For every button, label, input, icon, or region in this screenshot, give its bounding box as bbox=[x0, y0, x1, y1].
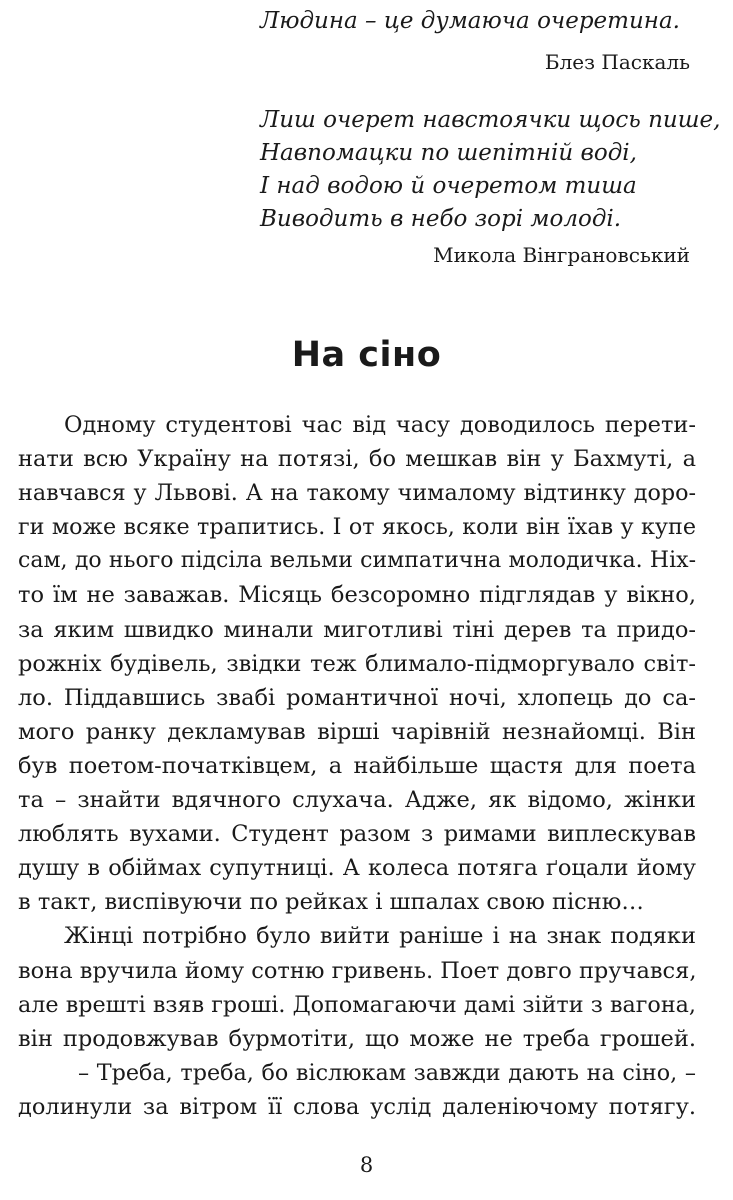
story-line: за яким швидко минали миготливі тіні дерев та придо- bbox=[18, 616, 696, 643]
poem-line: І над водою й очеретом тиша bbox=[260, 173, 637, 199]
poem-author: Микола Вінграновський bbox=[433, 243, 690, 267]
story-line: та – знайти вдячного слухача. Адже, як відомо, жінки bbox=[18, 787, 696, 814]
story-line: Одному студентові час від часу доводилось перети- bbox=[64, 412, 696, 438]
story-line: то їм не заважав. Місяць безсоромно підглядав у вікно, bbox=[18, 582, 696, 609]
story-line: але врешті взяв гроші. Допомагаючи дамі зійти з вагона, bbox=[18, 991, 696, 1018]
story-line: мого ранку декламував вірші чарівній незнайомці. Він bbox=[18, 718, 696, 745]
story-line: люблять вухами. Студент разом з римами виплескував bbox=[18, 821, 696, 848]
epigraph-quote: Людина – це думаюча очеретина. bbox=[260, 8, 680, 34]
story-line: долинули за вітром її слова услід даленіючому потягу. bbox=[18, 1093, 696, 1120]
epigraph-author: Блез Паскаль bbox=[544, 50, 690, 74]
poem-block bbox=[260, 104, 720, 236]
story-line: був поетом-початківцем, а найбільше щастя для поета bbox=[18, 752, 696, 779]
poem-line: Навпомацки по шепітній воді, bbox=[260, 140, 637, 166]
story-line: рожніх будівель, звідки теж блимало-підморгувало світ- bbox=[18, 650, 696, 677]
story-line: ло. Піддавшись звабі романтичної ночі, хлопець до са- bbox=[18, 684, 696, 711]
story-title: На сіно bbox=[291, 335, 442, 375]
poem-line: Лиш очерет навстоячки щось пише, bbox=[260, 107, 721, 133]
story-line: сам, до нього підсіла вельми симпатична молодичка. Ніх- bbox=[18, 548, 696, 574]
story-line: навчався у Львові. А на такому чималому відтинку доро- bbox=[18, 480, 696, 507]
page-number: 8 bbox=[359, 1153, 374, 1177]
story-line: в такт, виспівуючи по рейках і шпалах свою пісню… bbox=[18, 889, 644, 916]
story-line: нати всю Україну на потязі, бо мешкав він у Бахмуті, а bbox=[18, 446, 696, 473]
story-body bbox=[18, 408, 696, 1124]
story-line: душу в обіймах супутниці. А колеса потяга ґоцали йому bbox=[18, 855, 696, 882]
story-line: Жінці потрібно було вийти раніше і на знак подяки bbox=[64, 923, 696, 950]
poem-line: Виводить в небо зорі молоді. bbox=[260, 206, 622, 232]
story-line: – Треба, треба, бо віслюкам завжди дають на сіно, – bbox=[78, 1059, 696, 1086]
story-line: він продовжував бурмотіти, що може не треба грошей. bbox=[18, 1025, 696, 1052]
story-line: ги може всяке трапитись. І от якось, коли він їхав у купе bbox=[18, 514, 696, 541]
story-line: вона вручила йому сотню гривень. Поет довго пручався, bbox=[18, 957, 697, 984]
